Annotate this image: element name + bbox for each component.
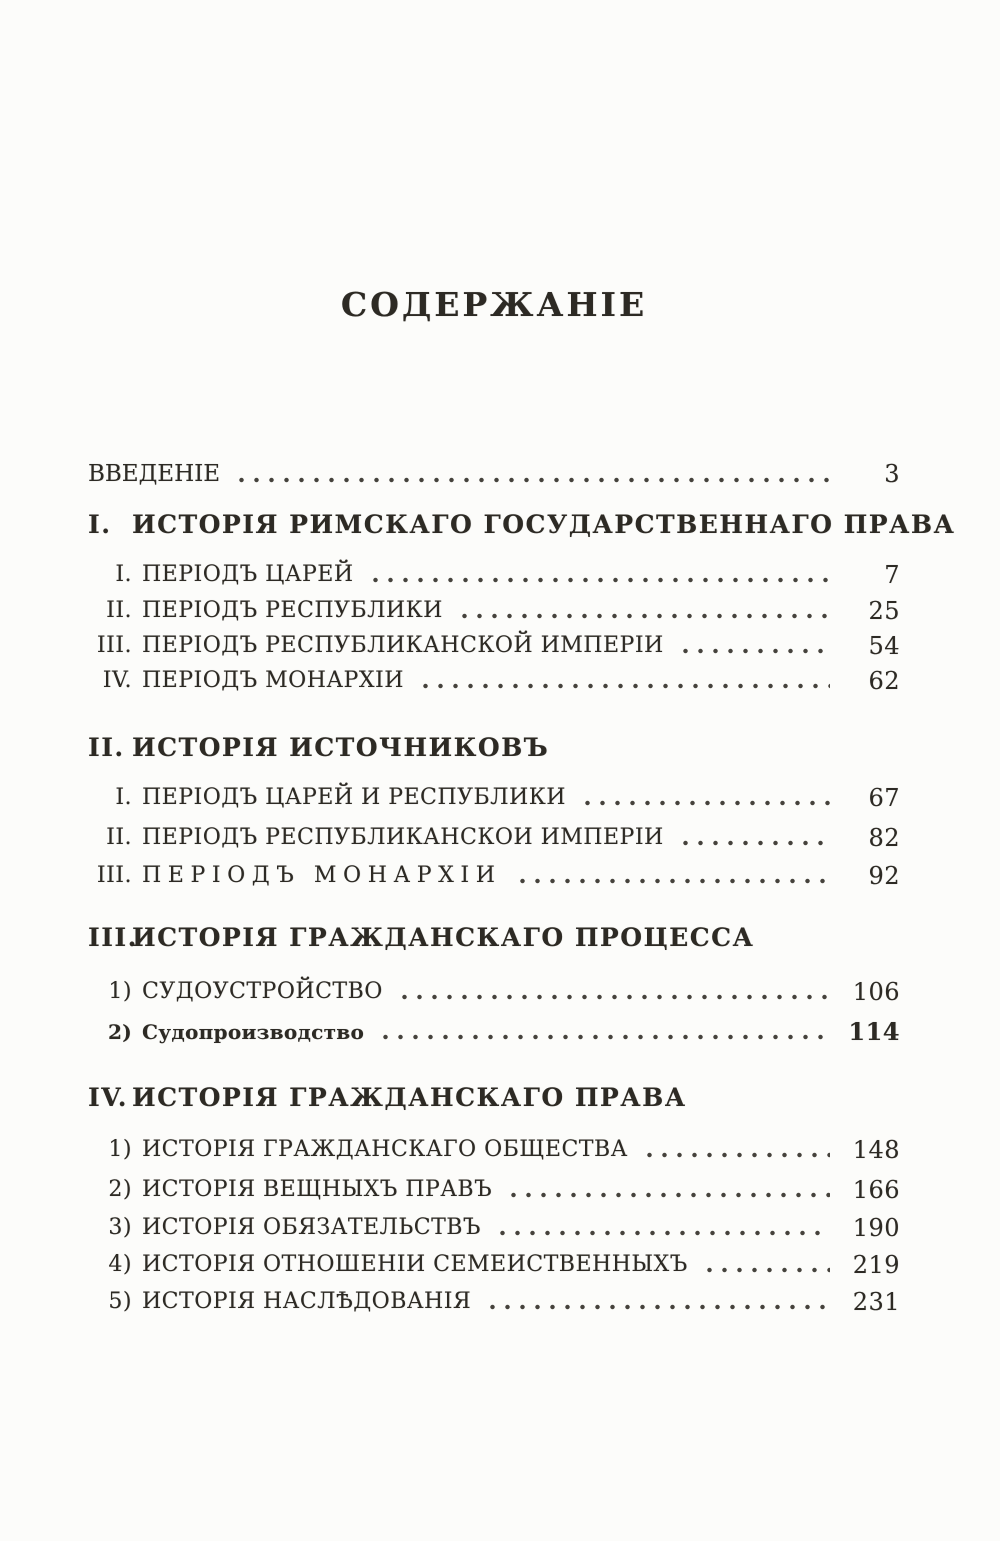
dot-leader	[580, 785, 830, 811]
dot-leader	[397, 979, 830, 1005]
entry-index: 2)	[108, 1177, 132, 1202]
entry-label: ИСТОРІЯ НАСЛѢДОВАНІЯ	[142, 1289, 472, 1314]
section-index: I.	[88, 510, 112, 539]
entry-label: ИСТОРІЯ ВЕЩНЫХЪ ПРАВЪ	[142, 1177, 493, 1202]
dot-leader	[378, 1019, 830, 1045]
entry-page: 92	[868, 862, 900, 890]
dot-leader	[642, 1137, 830, 1163]
section-title: ИСТОРІЯ РИМСКАГО ГОСУДАРСТВЕННАГО ПРАВА	[132, 510, 956, 539]
entry-label: ПЕРІОДЪ ЦАРЕЙ	[142, 562, 354, 587]
entry-page: 148	[852, 1136, 900, 1164]
dot-leader	[506, 1177, 830, 1203]
entry-index: I.	[115, 785, 132, 810]
toc-entry	[88, 562, 900, 588]
dot-leader	[457, 598, 830, 624]
toc-entry	[88, 863, 900, 889]
toc-entry	[88, 1289, 900, 1315]
entry-index: II.	[106, 598, 132, 623]
toc-entry	[88, 598, 900, 624]
entry-index: III.	[96, 863, 132, 888]
section-heading	[88, 509, 956, 540]
entry-index: 1)	[108, 1137, 132, 1162]
dot-leader	[678, 825, 830, 851]
entry-page: 3	[884, 460, 900, 488]
entry-label: ИСТОРІЯ ОБЯЗАТЕЛЬСТВЪ	[142, 1215, 481, 1240]
entry-label: ПЕРІОДЪ МОНАРХІИ	[142, 863, 502, 888]
page-title: СОДЕРЖАНІЕ	[340, 285, 648, 324]
entry-label: СУДОУСТРОЙСТВО	[142, 979, 383, 1004]
entry-page: 62	[868, 667, 900, 695]
dot-leader	[495, 1215, 830, 1241]
dot-leader	[678, 633, 830, 659]
entry-page: 7	[884, 561, 900, 589]
dot-leader	[702, 1252, 830, 1278]
entry-page: 82	[868, 824, 900, 852]
entry-page: 54	[868, 632, 900, 660]
toc-entry	[88, 633, 900, 659]
section-index: II.	[88, 733, 125, 762]
entry-label: ПЕРІОДЪ МОНАРХІИ	[142, 668, 404, 693]
entry-index: 2)	[108, 1020, 132, 1044]
dot-leader	[485, 1289, 830, 1315]
entry-label: ВВЕДЕНІЕ	[88, 461, 221, 487]
toc-entry	[88, 825, 900, 851]
entry-index: 5)	[108, 1289, 132, 1314]
dot-leader	[234, 461, 830, 488]
entry-index: III.	[96, 633, 132, 658]
toc-entry	[88, 1215, 900, 1241]
section-title: ИСТОРІЯ ГРАЖДАНСКАГО ПРАВА	[132, 1083, 687, 1112]
entry-index: IV.	[102, 668, 132, 693]
entry-page: 231	[852, 1288, 900, 1316]
entry-index: I.	[115, 562, 132, 587]
entry-label: ПЕРІОДЪ ЦАРЕЙ И РЕСПУБЛИКИ	[142, 785, 566, 810]
dot-leader	[368, 562, 830, 588]
toc-entry	[88, 979, 900, 1005]
entry-page: 219	[852, 1251, 900, 1279]
toc-entry	[88, 1137, 900, 1163]
entry-page: 106	[852, 978, 900, 1006]
entry-page: 25	[868, 597, 900, 625]
entry-label: Судопроизводство	[142, 1020, 365, 1044]
table-of-contents	[88, 460, 956, 1316]
entry-page: 114	[848, 1017, 900, 1046]
section-index: III.	[88, 923, 138, 952]
entry-index: 1)	[108, 979, 132, 1004]
section-index: IV.	[88, 1083, 128, 1112]
section-heading	[88, 732, 900, 763]
entry-index: II.	[106, 825, 132, 850]
section-title: ИСТОРІЯ ИСТОЧНИКОВЪ	[132, 733, 550, 762]
entry-page: 190	[852, 1214, 900, 1242]
section-title: ИСТОРІЯ ГРАЖДАНСКАГО ПРОЦЕССА	[132, 923, 755, 952]
entry-label: ИСТОРІЯ ОТНОШЕНІИ СЕМЕИСТВЕННЫХЪ	[142, 1252, 688, 1277]
section-heading	[88, 922, 900, 953]
entry-index: 3)	[108, 1215, 132, 1240]
entry-page: 166	[852, 1176, 900, 1204]
entry-page: 67	[868, 784, 900, 812]
entry-label: ПЕРІОДЪ РЕСПУБЛИКИ	[142, 598, 443, 623]
toc-entry	[88, 1252, 900, 1278]
toc-entry	[88, 1177, 900, 1203]
entry-label: ИСТОРІЯ ГРАЖДАНСКАГО ОБЩЕСТВА	[142, 1137, 628, 1162]
dot-leader	[418, 668, 830, 694]
section-heading	[88, 1082, 900, 1113]
toc-intro-row	[88, 461, 900, 488]
entry-label: ПЕРІОДЪ РЕСПУБЛИКАНСКОЙ ИМПЕРІИ	[142, 633, 664, 658]
dot-leader	[515, 863, 830, 889]
entry-index: 4)	[108, 1252, 132, 1277]
toc-entry	[88, 785, 900, 811]
toc-entry	[88, 668, 900, 694]
toc-entry	[88, 1019, 900, 1045]
entry-label: ПЕРІОДЪ РЕСПУБЛИКАНСКОИ ИМПЕРІИ	[142, 825, 664, 850]
